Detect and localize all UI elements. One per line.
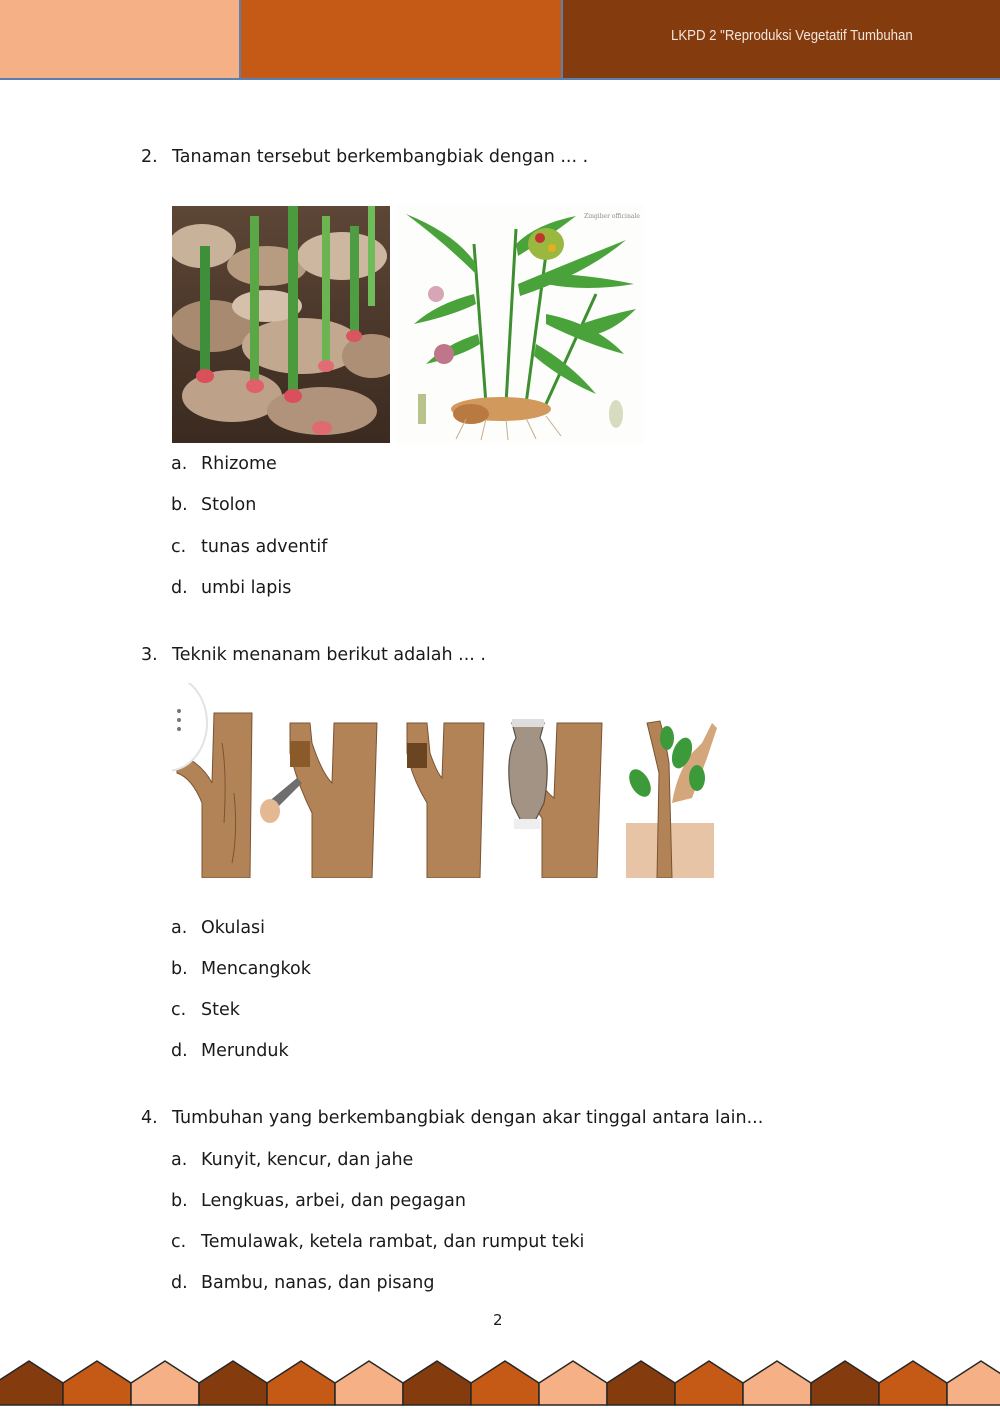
option-text: Rhizome xyxy=(201,454,277,474)
option-text: Temulawak, ketela rambat, dan rumput teki xyxy=(201,1232,585,1252)
option-letter: c. xyxy=(171,1000,187,1020)
option-text: umbi lapis xyxy=(201,578,292,598)
option-text: Stek xyxy=(201,1000,240,1020)
option-letter: a. xyxy=(171,1150,188,1170)
grafting-technique-illustration xyxy=(172,683,717,878)
option-letter: b. xyxy=(171,959,188,979)
ginger-rhizome-photo xyxy=(172,206,390,443)
question-number: 2. xyxy=(141,147,158,167)
option-text: Merunduk xyxy=(201,1041,289,1061)
question-text: Tumbuhan yang berkembangbiak dengan akar tinggal antara lain... xyxy=(172,1108,764,1128)
option-text: Mencangkok xyxy=(201,959,311,979)
figure-caption: Zingiber officinale xyxy=(584,213,640,220)
option-text: Bambu, nanas, dan pisang xyxy=(201,1273,435,1293)
option-letter: d. xyxy=(171,578,188,598)
option-text: Okulasi xyxy=(201,918,266,938)
header-block-light xyxy=(0,0,241,80)
option-letter: b. xyxy=(171,1191,188,1211)
option-text: Lengkuas, arbei, dan pegagan xyxy=(201,1191,466,1211)
option-letter: c. xyxy=(171,537,187,557)
question-text: Tanaman tersebut berkembangbiak dengan ... . xyxy=(172,147,589,167)
option-letter: a. xyxy=(171,454,188,474)
page-header xyxy=(0,0,1000,80)
option-letter: d. xyxy=(171,1273,188,1293)
option-text: Kunyit, kencur, dan jahe xyxy=(201,1150,414,1170)
option-text: tunas adventif xyxy=(201,537,328,557)
header-block-orange xyxy=(241,0,563,80)
question-text: Teknik menanam berikut adalah ... . xyxy=(172,645,486,665)
option-letter: b. xyxy=(171,495,188,515)
ginger-botanical-illustration xyxy=(396,204,644,444)
footer-house-border xyxy=(0,1355,1000,1413)
option-letter: c. xyxy=(171,1232,187,1252)
question-number: 3. xyxy=(141,645,158,665)
question-number: 4. xyxy=(141,1108,158,1128)
worksheet-title: LKPD 2 "Reproduksi Vegetatif Tumbuhan xyxy=(671,27,913,44)
page-number: 2 xyxy=(493,1311,503,1329)
option-letter: a. xyxy=(171,918,188,938)
option-letter: d. xyxy=(171,1041,188,1061)
option-text: Stolon xyxy=(201,495,257,515)
